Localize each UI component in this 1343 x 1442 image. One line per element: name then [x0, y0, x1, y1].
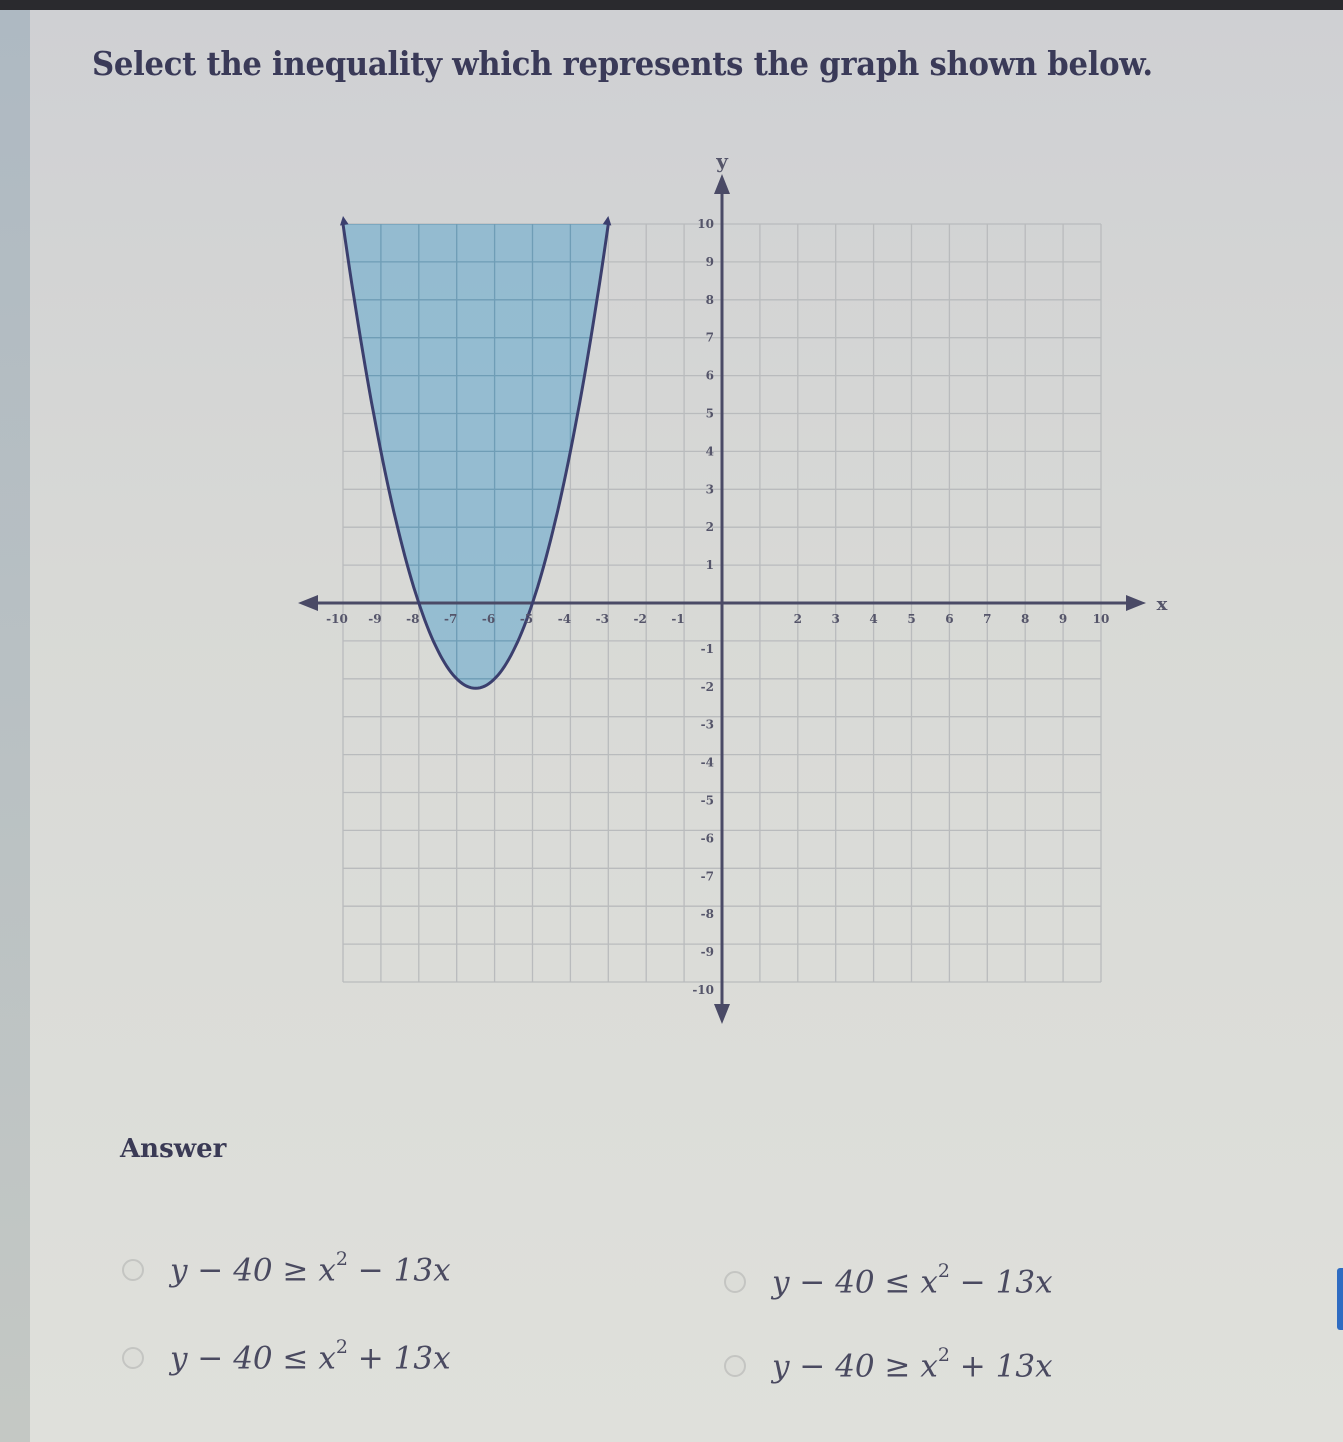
x-tick-label: -3 [595, 612, 609, 626]
y-tick-label: -3 [700, 717, 714, 732]
option-d[interactable] [724, 1344, 1053, 1385]
y-tick-label: 3 [705, 482, 714, 497]
y-tick-label: 10 [697, 217, 714, 231]
y-tick-label: -5 [700, 793, 714, 808]
question-text: Select the inequality which represents the graph shown below. [92, 44, 1153, 83]
x-tick-label: -9 [368, 612, 382, 626]
option-expression: $y - 40 \ge x^2 + 13x$ [772, 1344, 1053, 1385]
x-tick-label: -1 [671, 612, 685, 626]
y-axis-label: y [716, 149, 728, 173]
x-tick-label: 4 [869, 612, 878, 626]
x-tick-label: 6 [945, 612, 954, 626]
x-tick-label: 8 [1021, 612, 1030, 626]
x-tick-label: 5 [907, 612, 916, 626]
y-tick-label: 7 [705, 330, 714, 345]
y-tick-label: -10 [692, 983, 714, 997]
radio-button[interactable] [724, 1271, 746, 1293]
x-tick-label: 10 [1092, 612, 1110, 626]
option-expression: $y - 40 \ge x^2 - 13x$ [170, 1248, 451, 1289]
y-tick-label: -1 [700, 641, 714, 656]
y-tick-label: 9 [705, 254, 714, 269]
y-tick-label: -4 [700, 755, 714, 770]
y-tick-label: 1 [705, 558, 714, 573]
y-tick-label: 6 [705, 368, 714, 383]
y-tick-label: -2 [700, 679, 714, 694]
x-tick-label: -5 [519, 612, 534, 626]
y-tick-label: -9 [700, 945, 714, 960]
x-tick-label: 3 [831, 612, 840, 626]
x-tick-label: -7 [444, 612, 458, 626]
option-c[interactable] [122, 1336, 451, 1377]
radio-button[interactable] [724, 1355, 746, 1377]
option-b[interactable] [724, 1260, 1053, 1301]
y-tick-label: -7 [700, 869, 714, 884]
x-tick-label: -10 [326, 612, 348, 626]
y-tick-label: 8 [705, 292, 714, 307]
y-tick-label: -8 [700, 907, 714, 922]
radio-button[interactable] [122, 1347, 144, 1369]
x-tick-label: 2 [793, 612, 802, 626]
x-tick-label: -8 [406, 612, 420, 626]
x-tick-label: -2 [633, 612, 647, 626]
x-axis-label: x [1156, 594, 1168, 615]
x-tick-label: 7 [983, 612, 992, 626]
radio-button[interactable] [122, 1259, 144, 1281]
answer-heading: Answer [120, 1134, 227, 1164]
y-tick-label: 4 [705, 444, 714, 459]
y-tick-label: 2 [705, 520, 714, 535]
x-tick-label: -6 [481, 612, 496, 626]
option-a[interactable] [122, 1248, 451, 1289]
scrollbar-handle[interactable] [1337, 1268, 1343, 1330]
option-expression: $y - 40 \le x^2 + 13x$ [170, 1336, 451, 1377]
y-tick-label: 5 [705, 406, 714, 421]
x-tick-label: -4 [557, 612, 572, 626]
y-tick-label: -6 [700, 831, 714, 846]
option-expression: $y - 40 \le x^2 - 13x$ [772, 1260, 1053, 1301]
x-tick-label: 9 [1058, 612, 1068, 626]
